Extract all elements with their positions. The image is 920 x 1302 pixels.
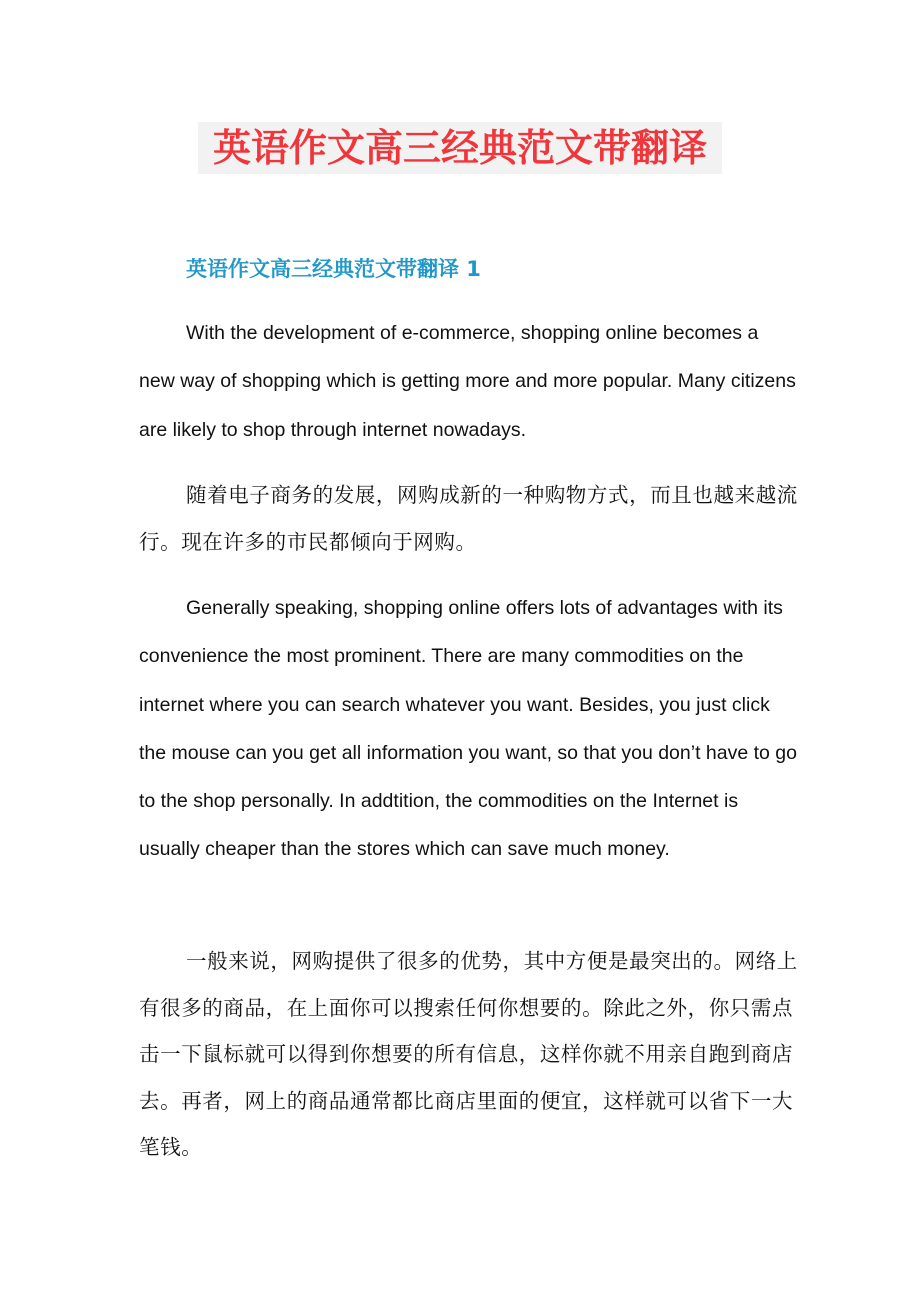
section-heading: 英语作文高三经典范文带翻译 1 — [186, 257, 481, 281]
english-paragraph-1: With the development of e-commerce, shopping online becomes a new way of shopping which is getting more and more popular. Many citizens are likely to shop through internet nowadays. — [139, 322, 796, 441]
chinese-paragraph-2: 一般来说，网购提供了很多的优势，其中方便是最突出的。网络上有很多的商品，在上面你可以搜索任何你想要的。除此之外，你只需点击一下鼠标就可以得到你想要的所有信息，这样你就不用亲自跑到商店去。再者，网上的商品通常都比商店里面的便宜，这样就可以省下一大笔钱。 — [139, 949, 798, 1159]
chinese-paragraph-1: 随着电子商务的发展，网购成新的一种购物方式，而且也越来越流行。现在许多的市民都倾向于网购。 — [139, 483, 798, 554]
english-paragraph-2: Generally speaking, shopping online offers lots of advantages with its convenience the most prominent. There are many commodities on the internet where you can search whatever you want. Besides, you just click the mouse can you get all information you want, so that you don’t have to go to the shop personally. In addtition, the commodities on the Internet is usually cheaper than the stores which can save much money. — [139, 597, 797, 861]
document-title: 英语作文高三经典范文带翻译 — [198, 122, 722, 174]
